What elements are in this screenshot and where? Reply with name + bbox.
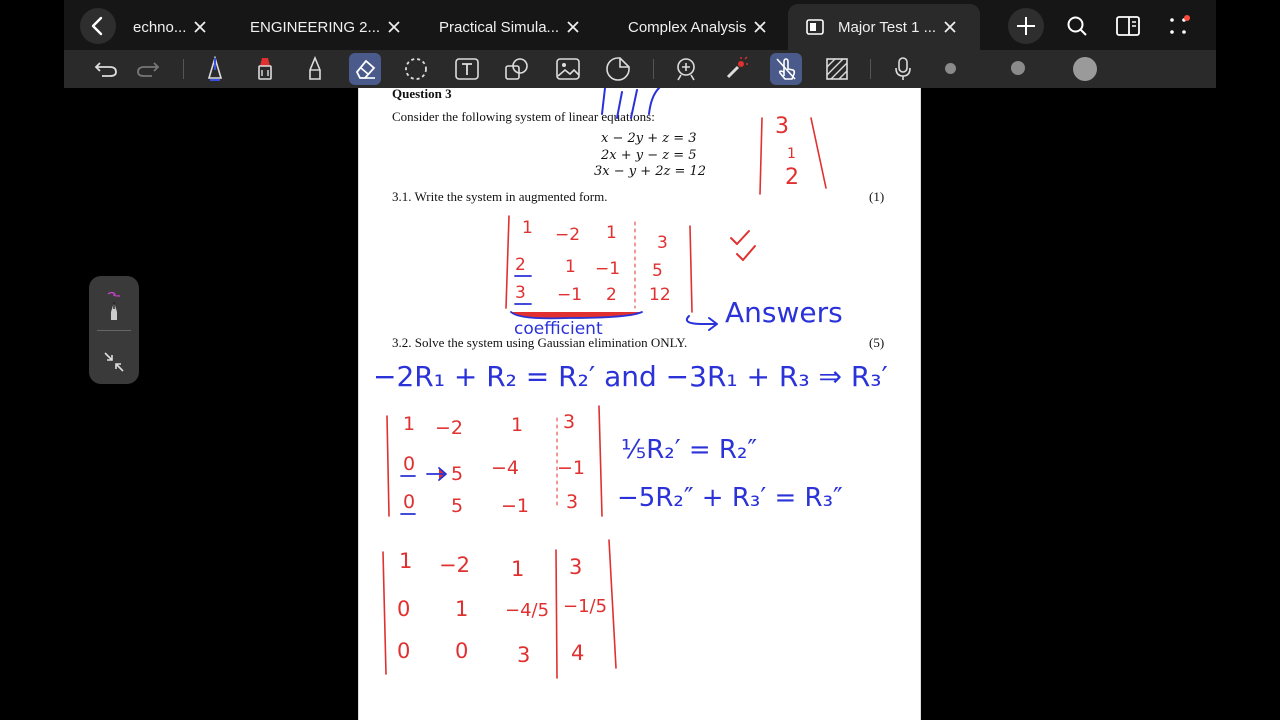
svg-text:3: 3 [775, 114, 789, 139]
sticker-tool[interactable] [602, 53, 634, 85]
ink-red-vector [760, 114, 826, 194]
svg-text:−1: −1 [595, 259, 621, 279]
lasso-tool[interactable] [400, 53, 432, 85]
collapse-icon[interactable] [103, 351, 125, 373]
svg-text:3: 3 [657, 233, 668, 253]
ink-check-marks [731, 231, 755, 260]
svg-text:−1/5: −1/5 [563, 596, 608, 617]
close-icon[interactable] [565, 19, 581, 35]
shapes-icon [504, 57, 530, 81]
search-button[interactable] [1059, 8, 1095, 44]
svg-text:−1: −1 [557, 285, 583, 305]
svg-text:2: 2 [515, 255, 526, 275]
equation-1: x − 2y + z = 3 [601, 131, 697, 146]
pencil-icon [305, 56, 325, 82]
svg-text:0: 0 [397, 639, 411, 663]
zoom-tool[interactable] [670, 53, 702, 85]
toolbar-divider [653, 59, 654, 79]
new-tab-button[interactable] [1008, 8, 1044, 44]
svg-text:1: 1 [511, 414, 524, 436]
tab-4[interactable] [628, 4, 768, 50]
ink-matrix-2 [387, 406, 602, 517]
svg-text:5: 5 [451, 495, 464, 517]
hatch-pattern-icon [825, 57, 849, 81]
close-icon[interactable] [386, 19, 402, 35]
tab-3[interactable] [439, 4, 581, 50]
hand-touch-icon [774, 56, 798, 82]
eraser-size-small[interactable] [945, 63, 956, 74]
svg-text:1: 1 [399, 549, 413, 573]
svg-text:−2: −2 [439, 553, 470, 577]
eraser-icon [353, 57, 377, 81]
image-icon [555, 57, 581, 81]
svg-text:1: 1 [522, 218, 533, 238]
question-3-2: 3.2. Solve the system using Gaussian elimination ONLY. [392, 335, 688, 350]
svg-text:1: 1 [606, 223, 617, 243]
shapes-tool[interactable] [501, 53, 533, 85]
more-button[interactable] [1160, 8, 1196, 44]
zoom-in-icon [673, 56, 699, 82]
ink-augmented-matrix [506, 216, 692, 318]
svg-text:2: 2 [606, 285, 617, 305]
annotation-toolbar [64, 50, 1216, 88]
svg-text:−1: −1 [557, 457, 586, 479]
svg-text:5: 5 [652, 261, 663, 281]
touch-mode-toggle[interactable] [770, 53, 802, 85]
svg-text:0: 0 [403, 453, 416, 475]
search-icon [1066, 15, 1088, 37]
text-box-icon [454, 57, 480, 81]
back-button[interactable] [80, 8, 116, 44]
widget-divider [97, 330, 131, 331]
svg-text:0: 0 [455, 639, 469, 663]
eraser-size-large[interactable] [1073, 57, 1097, 81]
svg-text:0: 0 [397, 597, 411, 621]
equation-2: 2x + y − z = 5 [601, 148, 697, 163]
row-op-1: −2R₁ + R₂ = R₂′ and −3R₁ + R₃ ⇒ R₃′ [373, 360, 888, 393]
fountain-pen-icon [205, 56, 225, 82]
svg-text:1: 1 [403, 413, 416, 435]
svg-text:1: 1 [565, 257, 576, 277]
tab-5-active[interactable] [788, 4, 980, 50]
toolbar-divider [870, 59, 871, 79]
svg-text:1: 1 [511, 557, 525, 581]
svg-text:−2: −2 [435, 417, 464, 439]
coefficient-label: coefficient [514, 319, 603, 339]
svg-text:1: 1 [455, 597, 469, 621]
document-icon [806, 19, 824, 35]
close-icon[interactable] [752, 19, 768, 35]
floating-tool-widget[interactable] [89, 276, 139, 384]
chevron-left-icon [80, 8, 116, 44]
svg-text:12: 12 [649, 285, 671, 305]
toolbar-divider [183, 59, 184, 79]
highlighter-tool[interactable] [249, 53, 281, 85]
undo-button[interactable] [90, 53, 122, 85]
svg-text:1: 1 [787, 146, 796, 162]
answers-label: Answers [725, 296, 843, 329]
tab-label: ENGINEERING 2... [250, 18, 381, 36]
pen-tool[interactable] [199, 53, 231, 85]
eraser-tool[interactable] [349, 53, 381, 85]
lasso-icon [403, 56, 429, 82]
microphone-icon [893, 56, 913, 82]
laser-pointer-tool[interactable] [720, 53, 752, 85]
svg-text:4: 4 [571, 641, 585, 665]
sidebar-icon [1116, 16, 1140, 36]
svg-text:3: 3 [515, 283, 526, 303]
close-icon[interactable] [942, 19, 958, 35]
handwriting-ink-layer [359, 88, 921, 720]
text-tool[interactable] [451, 53, 483, 85]
redo-button[interactable] [132, 53, 164, 85]
ink-blue-marks-top [602, 88, 659, 118]
sidebar-button[interactable] [1110, 8, 1146, 44]
question-3-2-marks: (5) [869, 335, 885, 350]
ink-matrix-3 [383, 540, 616, 678]
question-3-1-marks: (1) [869, 189, 885, 204]
tab-label: Complex Analysis [628, 18, 747, 36]
pen-preview-icon [102, 290, 126, 324]
row-op-2: ⅕R₂′ = R₂″ [621, 435, 758, 465]
svg-text:3: 3 [569, 555, 583, 579]
microphone-button[interactable] [887, 53, 919, 85]
question-intro: Consider the following system of linear equations: [392, 109, 655, 124]
sticker-icon [605, 56, 631, 82]
notification-dot [1184, 15, 1190, 21]
pattern-tool[interactable] [821, 53, 853, 85]
tab-label: Major Test 1 ... [838, 18, 937, 36]
pencil-tool[interactable] [299, 53, 331, 85]
tab-label: echno... [133, 18, 187, 36]
svg-text:3: 3 [566, 491, 579, 513]
question-title: Question 3 [392, 88, 452, 101]
svg-text:−1: −1 [501, 495, 530, 517]
ink-arrow [687, 316, 717, 330]
svg-text:−4/5: −4/5 [505, 600, 550, 621]
svg-text:2: 2 [785, 165, 799, 190]
image-tool[interactable] [552, 53, 584, 85]
laser-pointer-icon [723, 56, 749, 82]
tab-2[interactable] [250, 4, 402, 50]
tab-1[interactable] [133, 4, 208, 50]
redo-icon [136, 59, 160, 79]
svg-text:5: 5 [451, 463, 464, 485]
close-icon[interactable] [192, 19, 208, 35]
svg-text:3: 3 [517, 643, 531, 667]
highlighter-icon [255, 56, 275, 82]
plus-icon [1015, 15, 1037, 37]
equation-3: 3x − y + 2z = 12 [594, 164, 707, 179]
document-page[interactable] [358, 88, 921, 720]
svg-text:−4: −4 [491, 457, 520, 479]
svg-text:0: 0 [403, 491, 416, 513]
row-op-3: −5R₂″ + R₃′ = R₃″ [617, 483, 843, 513]
tab-label: Practical Simula... [439, 18, 560, 36]
undo-icon [94, 59, 118, 79]
question-3-1: 3.1. Write the system in augmented form. [392, 189, 608, 204]
eraser-size-medium[interactable] [1011, 61, 1025, 75]
svg-text:3: 3 [563, 411, 576, 433]
svg-text:−2: −2 [555, 225, 581, 245]
